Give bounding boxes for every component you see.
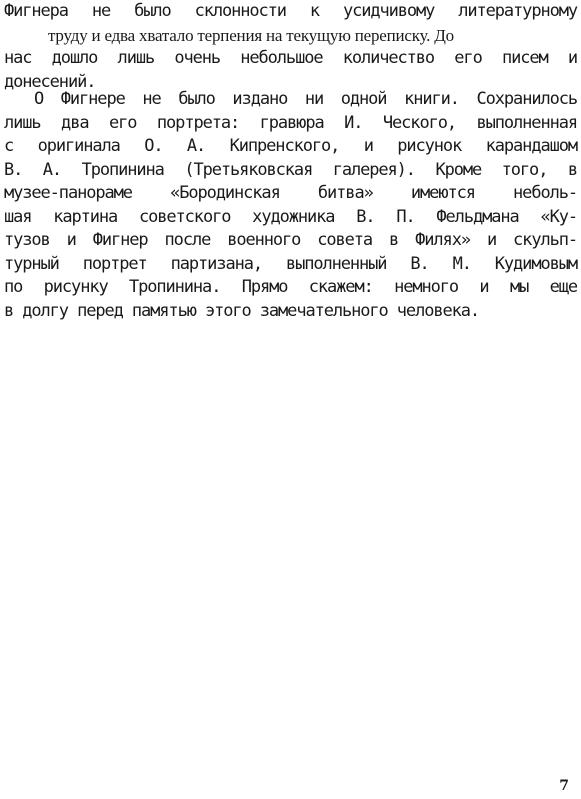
paragraph-2 [4,88,577,323]
paragraph-1-line: нас дошло лишь очень небольшое количество его писем и [4,48,577,68]
paragraph-2-line: В. А. Тропинина (Третьяковская галерея). Кроме того, в [4,159,577,180]
paragraph-1-line: донесений. [4,71,96,92]
page-number: 7 [559,778,569,794]
paragraph-2-line: турный портрет партизана, выполненный В. М. Кудимовым [4,253,577,274]
paragraph-2-line: шая картина советского художника В. П. Фельдмана «Ку- [4,206,577,227]
paragraph-1-line-inserted: труду и едва хватало терпения на текущую переписку. До [48,25,454,45]
paragraph-2-line: по рисунку Тропинина. Прямо скажем: немного и мы еще [4,277,577,297]
paragraph-2-line: О Фигнере не было издано ни одной книги. Сохранилось [34,89,577,109]
paragraph-1-line: Фигнера не было склонности к усидчивому литературному [4,1,577,21]
paragraph-2-line: музее-панораме «Бородинская битва» имеются неболь- [4,183,577,203]
paragraph-2-line: тузов и Фигнер после военного совета в Филях» и скульп- [4,230,577,250]
paragraph-2-line: лишь два его портрета: гравюра И. Ческого, выполненная [4,112,577,133]
paragraph-2-line: в долгу перед памятью этого замечательного человека. [4,300,480,321]
paragraph-1 [4,0,577,94]
paragraph-2-line: с оригинала О. А. Кипренского, и рисунок карандашом [4,136,577,156]
